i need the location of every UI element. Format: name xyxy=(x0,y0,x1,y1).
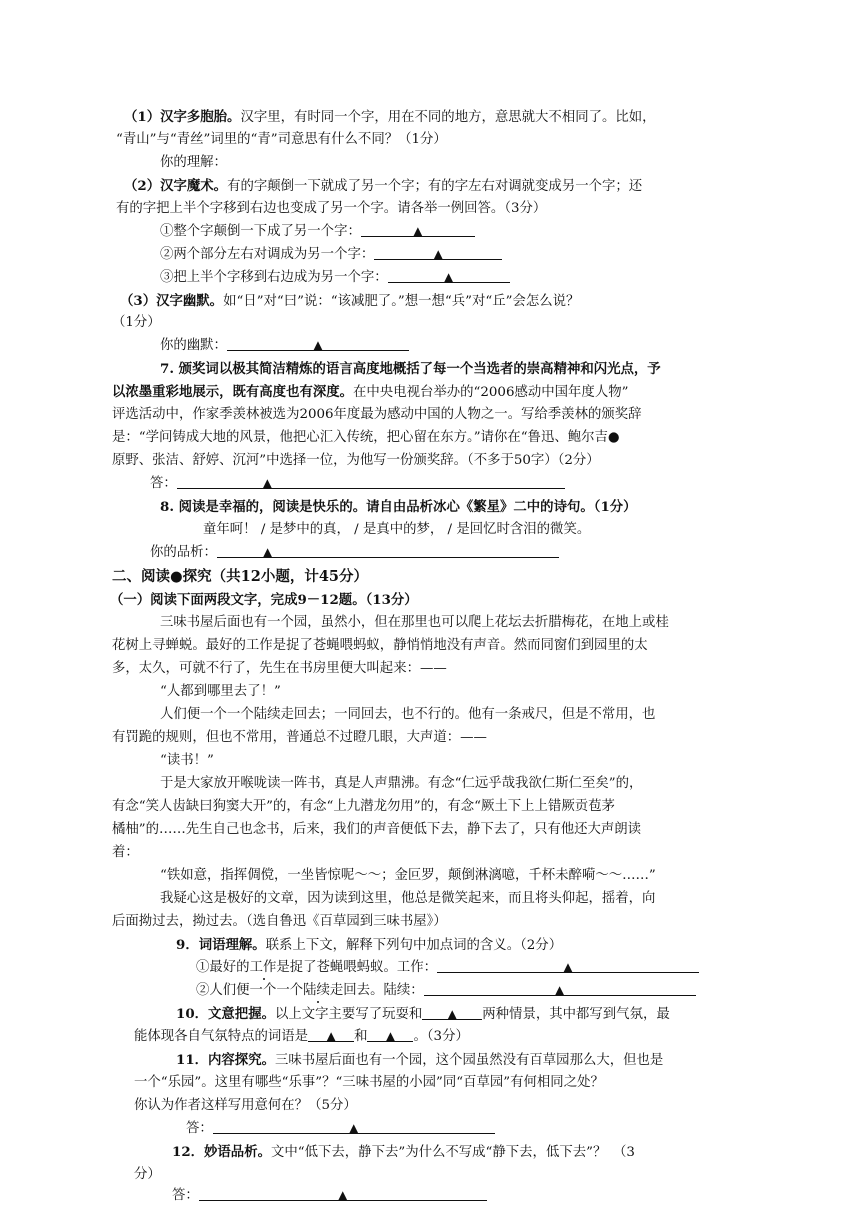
q6-p3-answer: 你的幽默： ▲ xyxy=(160,336,409,356)
passage-line: 三味书屋后面也有一个园，虽然小，但在那里也可以爬上花坛去折腊梅花，在地上或桂 xyxy=(160,615,669,630)
answer-blank[interactable] xyxy=(422,1005,482,1020)
q12-line2: 分） xyxy=(134,1167,161,1182)
triangle-marker-icon: ▲ xyxy=(262,476,273,490)
passage-line: 多，太久，可就不行了，先生在书房里便大叫起来：—— xyxy=(112,661,447,676)
passage-line: 后面拗过去，拗过去。（选自鲁迅《百草园到三味书屋》） xyxy=(112,914,447,929)
q9-item1: ①最好的工作是捉了苍蝇喂蚂蚁。工作： ▲ xyxy=(196,958,699,978)
triangle-marker-icon: ▲ xyxy=(338,1188,348,1202)
answer-blank[interactable] xyxy=(424,981,696,996)
q7-line5: 原野、张洁、舒婷、沉河”中选择一位，为他写一份颁奖辞。（不多于50字）（2分） xyxy=(112,453,600,468)
section2-heading: 二、阅读●探究（共12小题，计45分） xyxy=(112,568,369,585)
q6-p1-answer-label: 你的理解： xyxy=(160,155,227,170)
answer-blank[interactable] xyxy=(437,958,699,973)
triangle-marker-icon: ▲ xyxy=(349,1121,359,1135)
q6-p2-item3: ③把上半个字移到右边成为另一个字： ▲ xyxy=(160,268,510,288)
answer-blank[interactable] xyxy=(308,1027,354,1042)
triangle-marker-icon: ▲ xyxy=(262,545,273,559)
triangle-marker-icon: ▲ xyxy=(563,960,573,974)
q10-line2: 能体现各自气氛特点的词语是 ▲ 和 ▲ 。（3分） xyxy=(134,1029,469,1044)
q9-line: 9．词语理解。联系上下文，解释下列句中加点词的含义。（2分） xyxy=(176,937,563,953)
q6-p2-item2: ②两个部分左右对调成为另一个字： ▲ xyxy=(160,245,502,265)
triangle-marker-icon: ▲ xyxy=(447,1007,457,1021)
triangle-marker-icon: ▲ xyxy=(433,247,443,261)
triangle-marker-icon: ▲ xyxy=(444,270,454,284)
answer-blank[interactable] xyxy=(217,543,559,558)
answer-blank[interactable] xyxy=(199,1186,487,1201)
q7-line3: 评选活动中，作家季羡林被选为2006年度最为感动中国的人物之一。写给季羡林的颁奖辞 xyxy=(112,407,642,422)
q11-answer: 答： ▲ xyxy=(186,1119,495,1139)
triangle-marker-icon: ▲ xyxy=(555,983,565,997)
triangle-marker-icon: ▲ xyxy=(385,1029,396,1043)
q10-line1: 10．文意把握。以上文字主要写了玩耍和 ▲ 两种情景，其中都写到气氛，最 xyxy=(176,1006,670,1022)
passage-line: 有念“笑人齿缺曰狗窦大开”的，有念“上九潜龙勿用”的，有念“厥土下上上错厥贡苞茅 xyxy=(112,799,615,814)
passage-line: 橘柚”的……先生自己也念书，后来，我们的声音便低下去，静下去了，只有他还大声朗读 xyxy=(112,822,642,837)
q7-line4: 是：“学问铸成大地的风景，他把心汇入传统，把心留在东方。”请你在“鲁迅、鲍尔吉● xyxy=(112,430,620,445)
triangle-marker-icon: ▲ xyxy=(413,224,423,238)
answer-blank[interactable] xyxy=(374,245,502,260)
q7-answer: 答： ▲ xyxy=(150,474,565,494)
q12-answer: 答： ▲ xyxy=(172,1186,487,1206)
q6-p1-title: （1）汉字多胞胎。 xyxy=(124,109,241,125)
passage-line: “铁如意，指挥倜傥，一坐皆惊呢～～；金叵罗，颠倒淋漓噫，千杯未醉嗬～～……” xyxy=(160,868,656,883)
q12-line1: 12．妙语品析。文中“低下去，静下去”为什么不写成“静下去，低下去”？ （3 xyxy=(172,1144,635,1160)
q11-line1: 11．内容探究。三味书屋后面也有一个园，这个园虽然没有百草园那么大，但也是 xyxy=(176,1052,664,1068)
q7-title-line1: 7. 颁奖词以极其简洁精炼的语言高度地概括了每一个当选者的崇高精神和闪光点，予 xyxy=(160,361,661,377)
answer-blank[interactable] xyxy=(227,336,409,351)
passage-line: 我疑心这是极好的文章，因为读到这里，他总是微笑起来，而且将头仰起，摇着，向 xyxy=(160,891,656,906)
answer-blank[interactable] xyxy=(367,1027,413,1042)
passage-line: 于是大家放开喉咙读一阵书，真是人声鼎沸。有念“仁远乎哉我欲仁斯仁至矣”的， xyxy=(160,776,643,791)
q6-p2-line2: 有的字把上半个字移到右边也变成了另一个字。请各举一例回答。（3分） xyxy=(116,201,547,216)
passage-line: 人们便一个一个陆续走回去；一同回去，也不行的。他有一条戒尺，但是不常用，也 xyxy=(160,707,656,722)
q6-p2-item1: ①整个字颠倒一下成了另一个字： ▲ xyxy=(160,222,475,242)
triangle-marker-icon: ▲ xyxy=(326,1029,336,1043)
answer-blank[interactable] xyxy=(361,222,475,237)
answer-blank[interactable] xyxy=(213,1119,495,1134)
dotted-word: 陆续 xyxy=(303,983,330,998)
q6-p3-line2: （1分） xyxy=(112,315,161,330)
q7-line2: 以浓墨重彩地展示，既有高度也有深度。在中央电视台举办的“2006感动中国年度人物” xyxy=(112,384,629,400)
triangle-marker-icon: ▲ xyxy=(313,338,323,352)
answer-blank[interactable] xyxy=(388,268,510,283)
q9-item2: ②人们便一个一个陆续走回去。陆续： ▲ xyxy=(196,981,696,1001)
q6-p3-line1: （3）汉字幽默。如“日”对“曰”说：“该减肥了。”想一想“兵”对“丘”会怎么说？ xyxy=(120,293,580,309)
q11-line3: 你认为作者这样写用意何在？（5分） xyxy=(134,1098,357,1113)
q6-p1-line2: “青山”与“青丝”词里的“青”司意思有什么不同？（1分） xyxy=(116,132,447,147)
passage-line: 花树上寻蝉蜕。最好的工作是捉了苍蝇喂蚂蚁，静悄悄地没有声音。然而同窗们到园里的太 xyxy=(112,638,648,653)
passage-line: “人都到哪里去了！” xyxy=(160,684,281,699)
passage-line: “读书！” xyxy=(160,753,214,768)
dotted-word: 工作 xyxy=(249,960,277,975)
q8-poem: 童年呵！ / 是梦中的真， / 是真中的梦， / 是回忆时含泪的微笑。 xyxy=(203,522,591,537)
section2-part1: （一）阅读下面两段文字，完成9－12题。（13分） xyxy=(110,592,418,608)
passage-line: 着： xyxy=(112,845,139,860)
q11-line2: 一个“乐园”。这里有哪些“乐事”？“三味书屋的小园”同“百草园”有何相同之处？ xyxy=(134,1075,604,1090)
q6-p2-line1: （2）汉字魔术。有的字颠倒一下就成了另一个字；有的字左右对调就变成另一个字；还 xyxy=(124,178,643,194)
q8-title: 8. 阅读是幸福的，阅读是快乐的。请自由品析冰心《繁星》二中的诗句。（1分） xyxy=(160,499,637,515)
q8-answer: 你的品析： ▲ xyxy=(150,543,559,563)
q6-p1-line1: （1）汉字多胞胎。汉字里，有时同一个字，用在不同的地方，意思就大不相同了。比如， xyxy=(124,109,656,125)
passage-line: 有罚跪的规则，但也不常用，普通总不过瞪几眼，大声道：—— xyxy=(112,730,487,745)
answer-blank[interactable] xyxy=(177,474,565,489)
